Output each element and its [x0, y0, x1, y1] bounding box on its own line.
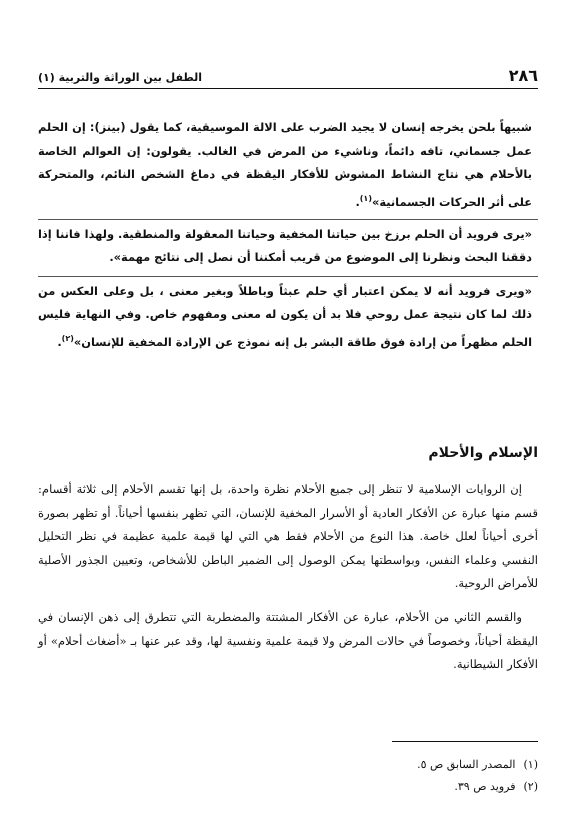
- paragraph: إن الروايات الإسلامية لا تنظر إلى جميع الأحلام نظرة واحدة، بل إنها تقسم الأحلام إلى ثلاثة أقسام: قسم منها عبارة عن الأفكار العادية أو الأسرار المخفية للإنسان، التي تظهر بنفسها أحياناً. أو تظهر بصورة أخرى أحياناً لعلل خاصة. هذا النوع من الأحلام فقط هي التي لها قيمة علمية عظيمة في نظر التحليل النفسي وعلماء النفس، وبواسطتها يمكن الوصول إلى الضمير الباطن للأشخاص، وتعيين الجذور الأصلية للأمراض الروحية.: [38, 482, 538, 591]
- footnote-text: فرويد ص ٣٩.: [454, 780, 516, 793]
- quote-text: «ويرى فرويد أنه لا يمكن اعتبار أي حلم عبثاً وباطلاً وبغير معنى ، بل وعلى العكس من ذلك لما كان نتيجة عمل روحي فلا بد أن يكون له معنى ومفهوم خاص. وفي النهاية فليس الحلم مظهراً من إرادة فوق طاقة البشر بل إنه نموذج عن الإرادة المخفية للإنسان»: [38, 283, 532, 349]
- section-heading: الإسلام والأحلام: [428, 445, 538, 461]
- quote-passage: شبيهاً بلحن يخرجه إنسان لا يجيد الضرب على الالة الموسيقية، كما يقول (بينز): إن الحلم عمل جسماني، تافه دائماً، وناشيء من المرض في الغالب. يقولون: إن العوالم الخاصة بالأحلام هي نتاج النشاط المشوش للأفكار اليقظة في دماغ الشخص النائم، والمتحركة على أثر الحركات الجسمانية»$^{(١)}$.: [38, 120, 532, 209]
- page-header: [38, 64, 538, 89]
- footnote-text: المصدر السابق ص ٥.: [417, 758, 516, 771]
- quote-passage: [38, 219, 538, 276]
- quote-text: شبيهاً بلحن يخرجه إنسان لا يجيد الضرب على الالة الموسيقية، كما يقول (بينز): إن الحلم عمل جسماني، تافه دائماً، وناشيء من المرض في الغالب. يقولون: إن العوالم الخاصة بالأحلام هي نتاج النشاط المشوش للأفكار اليقظة في دماغ الشخص النائم، والمتحركة على أثر الحركات الجسمانية»: [38, 120, 532, 209]
- footnote-ref: (١): [359, 193, 372, 203]
- footnotes: [38, 754, 538, 798]
- quoted-passages: [38, 116, 538, 354]
- quote-passage: «ويرى فرويد أنه لا يمكن اعتبار أي حلم عبثاً وباطلاً وبغير معنى ، بل وعلى العكس من ذلك لما كان نتيجة عمل روحي فلا بد أن يكون له معنى ومفهوم خاص. وفي النهاية فليس الحلم مظهراً من إرادة فوق طاقة البشر بل إنه نموذج عن الإرادة المخفية للإنسان»$^{(٢)}$.: [38, 276, 538, 354]
- paragraph: والقسم الثاني من الأحلام، عبارة عن الأفكار المشتتة والمضطربة التي تتطرق إلى ذهن الإنسان في اليقظة أحياناً، وخصوصاً في حالات المرض ولا قيمة علمية ونفسية لها، وقد عبر عنها بـ «أضغاث أحلام» أو الأفكار الشيطانية.: [38, 609, 538, 672]
- footnote-number: (٢): [523, 780, 538, 793]
- footnote: [38, 754, 538, 776]
- footnote-ref: (٢): [61, 333, 74, 343]
- footnote-divider: [392, 741, 538, 742]
- body-text: [38, 478, 538, 677]
- running-title: الطفل بين الوراثة والتربية (١): [38, 71, 203, 84]
- footnote-number: (١): [523, 758, 538, 771]
- quote-text: «يرى فرويد أن الحلم برزخ بين حياتنا المخفية وحياتنا المعقولة والمنطقية. ولهذا فاننا إذا دققنا البحث ونظرنا إلى الموضوع من قريب أمكننا أن نصل إلى نتائج مهمة».: [38, 226, 532, 265]
- footnote: [38, 776, 538, 798]
- page-number: ٢٨٦: [508, 66, 538, 85]
